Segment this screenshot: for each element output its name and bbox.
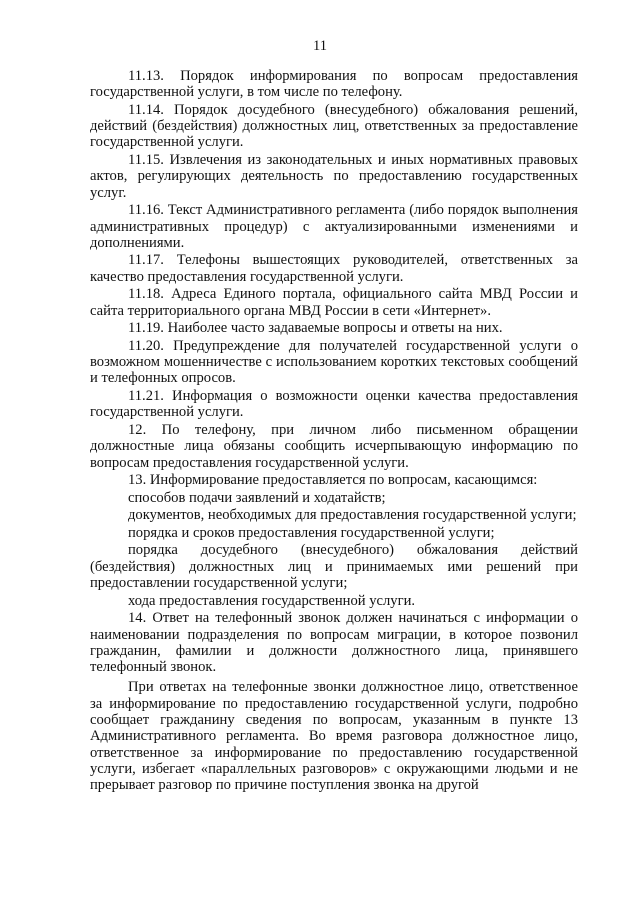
paragraph-11-14: 11.14. Порядок досудебного (внесудебного) обжалования решений, действий (бездействия) должностных лиц, ответственных за предоставление государственной услуги. bbox=[90, 101, 578, 151]
paragraph-11-21: 11.21. Информация о возможности оценки качества предоставления государственной услуги. bbox=[90, 388, 578, 421]
paragraph-11-15: 11.15. Извлечения из законодательных и иных нормативных правовых актов, регулирующих деятельность по предоставлению государственных услуг. bbox=[90, 152, 578, 201]
paragraph-14: 14. Ответ на телефонный звонок должен начинаться с информации о наименовании подразделения по вопросам миграции, в которое позвонил гражданин, фамилии и должности должностного лица, принявшего телефонный звонок. bbox=[90, 610, 578, 676]
paragraph-11-18: 11.18. Адреса Единого портала, официального сайта МВД России и сайта территориального органа МВД России в сети «Интернет». bbox=[90, 286, 578, 319]
paragraph-11-16: 11.16. Текст Административного регламента (либо порядок выполнения административных процедур) с актуализированными изменениями и дополнениями. bbox=[90, 202, 578, 251]
paragraph-13: 13. Информирование предоставляется по вопросам, касающимся: bbox=[128, 472, 538, 489]
list-item-service-progress: хода предоставления государственной услуги. bbox=[128, 592, 416, 609]
paragraph-11-13: 11.13. Порядок информирования по вопросам предоставления государственной услуги, в том числе по телефону. bbox=[90, 68, 578, 101]
list-item-applications: способов подачи заявлений и ходатайств; bbox=[128, 489, 386, 506]
list-item-procedure-terms: порядка и сроков предоставления государственной услуги; bbox=[128, 524, 495, 541]
list-item-appeal-procedure: порядка досудебного (внесудебного) обжалования действий (бездействия) должностных лиц и принимаемых ими решений при предоставлении государственной услуги; bbox=[90, 542, 578, 592]
paragraph-11-17: 11.17. Телефоны вышестоящих руководителей, ответственных за качество предоставления государственной услуги. bbox=[90, 252, 578, 285]
paragraph-11-19: 11.19. Наиболее часто задаваемые вопросы и ответы на них. bbox=[128, 320, 503, 337]
document-body bbox=[90, 68, 578, 795]
page-number: 11 bbox=[313, 38, 327, 54]
paragraph-12: 12. По телефону, при личном либо письменном обращении должностные лица обязаны сообщить исчерпывающую информацию по вопросам предоставления государственной услуги. bbox=[90, 421, 578, 471]
paragraph-phone-answers: При ответах на телефонные звонки должностное лицо, ответственное за информирование по предоставлению государственной услуги, подробно сообщает гражданину сведения по вопросам, указанным в пункте 13 Административного регламента. Во время разговора должностное лицо, ответственное за информирование по предоставлению государственной услуги, избегает «параллельных разговоров» с окружающими людьми и не прерывает разговор по причине поступления звонка на другой bbox=[90, 679, 578, 794]
paragraph-11-20: 11.20. Предупреждение для получателей государственной услуги о возможном мошенничестве с использованием коротких текстовых сообщений и телефонных опросов. bbox=[90, 337, 578, 387]
list-item-documents: документов, необходимых для предоставления государственной услуги; bbox=[128, 507, 577, 524]
